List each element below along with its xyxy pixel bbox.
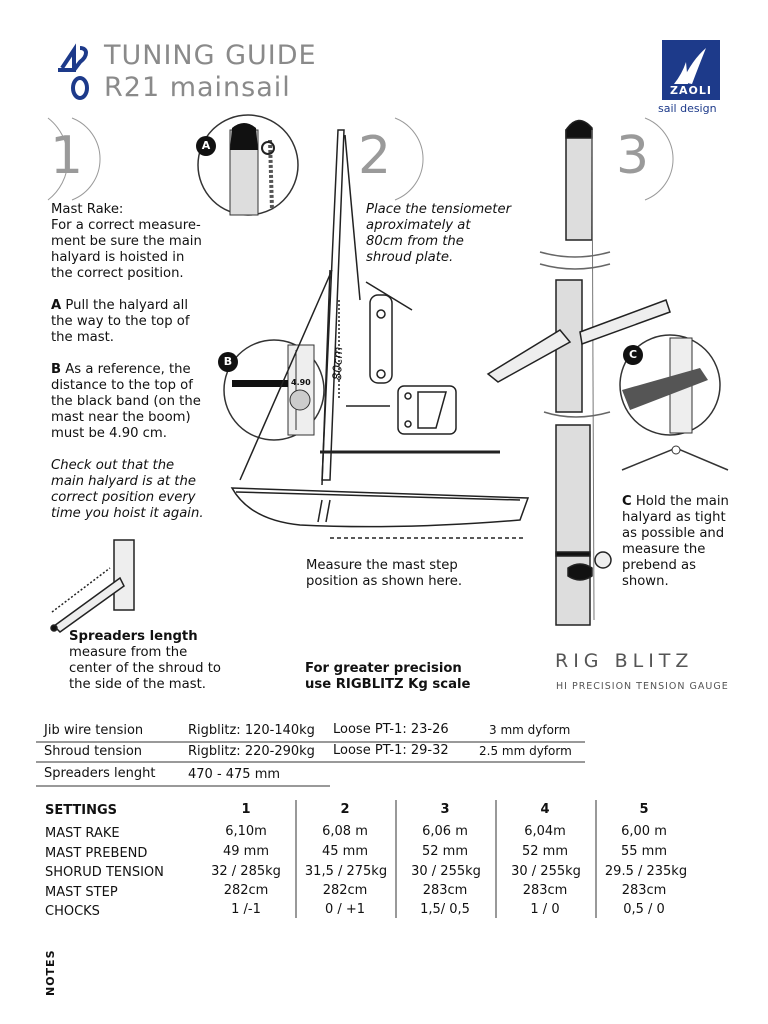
zaoli-logo bbox=[662, 40, 720, 100]
rigblitz-logo: RIG BLITZ bbox=[555, 650, 694, 672]
step1-instructions: Mast Rake: For a correct measure- ment be sure the main halyard is hoisted in the correct position. A Pull the halyard all the way to the top of the mast. B As a reference, the distance to the top of the black band (on the mast near the boom) must be 4.90 cm. Check out that the main halyard is at the correct position every time you hoist it again. bbox=[51, 202, 221, 522]
spreaders-instructions: Spreaders length measure from the center of the shroud to the side of the mast. bbox=[69, 629, 269, 693]
settings-row-label: MAST RAKE bbox=[45, 826, 120, 841]
spreaders-heading: Spreaders length bbox=[69, 629, 198, 644]
table-row: Shroud tension bbox=[44, 744, 143, 759]
label-c-marker: C bbox=[628, 348, 638, 361]
band-measure-label: 4.90 bbox=[291, 378, 311, 387]
precision-note: For greater precision use RIGBLITZ Kg scale bbox=[305, 661, 471, 692]
page-title: TUNING GUIDE bbox=[104, 40, 317, 71]
settings-col-header: 3 bbox=[440, 802, 450, 817]
detail-b-illustration bbox=[224, 340, 324, 440]
step-1-number: 1 bbox=[50, 126, 84, 186]
page-subtitle: R21 mainsail bbox=[104, 72, 291, 103]
settings-col-header: 1 bbox=[241, 802, 251, 817]
label-a-marker: A bbox=[201, 139, 211, 152]
step3-instructions: C Hold the main halyard as tight as possible and measure the prebend as shown. bbox=[622, 494, 729, 589]
zaoli-logo-text: ZAOLI bbox=[670, 84, 712, 97]
mast-rake-heading: Mast Rake: bbox=[51, 202, 124, 217]
settings-col-header: 2 bbox=[340, 802, 350, 817]
settings-row-label: MAST STEP bbox=[45, 885, 118, 900]
step-3-number: 3 bbox=[616, 126, 650, 186]
rigblitz-tagline: HI PRECISION TENSION GAUGE bbox=[556, 681, 729, 692]
settings-row-label: MAST PREBEND bbox=[45, 846, 148, 861]
mast-step-note: Measure the mast step position as shown here. bbox=[306, 558, 463, 589]
tensiometer-illustration bbox=[366, 282, 456, 434]
table-row: Spreaders lenght bbox=[44, 766, 156, 781]
settings-heading: SETTINGS bbox=[45, 803, 118, 818]
settings-row-label: CHOCKS bbox=[45, 904, 100, 919]
settings-dividers bbox=[296, 800, 596, 918]
tensiometer-note: Place the tensiometer aproximately at 80cm from the shroud plate. bbox=[366, 202, 511, 265]
detail-a-illustration bbox=[198, 115, 298, 215]
label-b-marker: B bbox=[223, 355, 233, 368]
shroud-80cm-label: 80cm bbox=[330, 346, 346, 381]
spreader-illustration bbox=[51, 540, 134, 632]
table-row: Jib wire tension bbox=[44, 723, 144, 738]
zaoli-logo-sub: sail design bbox=[658, 102, 717, 115]
settings-row-label: SHORUD TENSION bbox=[45, 865, 164, 880]
notes-label: NOTES bbox=[44, 949, 57, 996]
class-420-logo bbox=[58, 48, 87, 98]
settings-col-header: 4 bbox=[540, 802, 550, 817]
step-2-number: 2 bbox=[358, 126, 392, 186]
settings-col-header: 5 bbox=[639, 802, 649, 817]
